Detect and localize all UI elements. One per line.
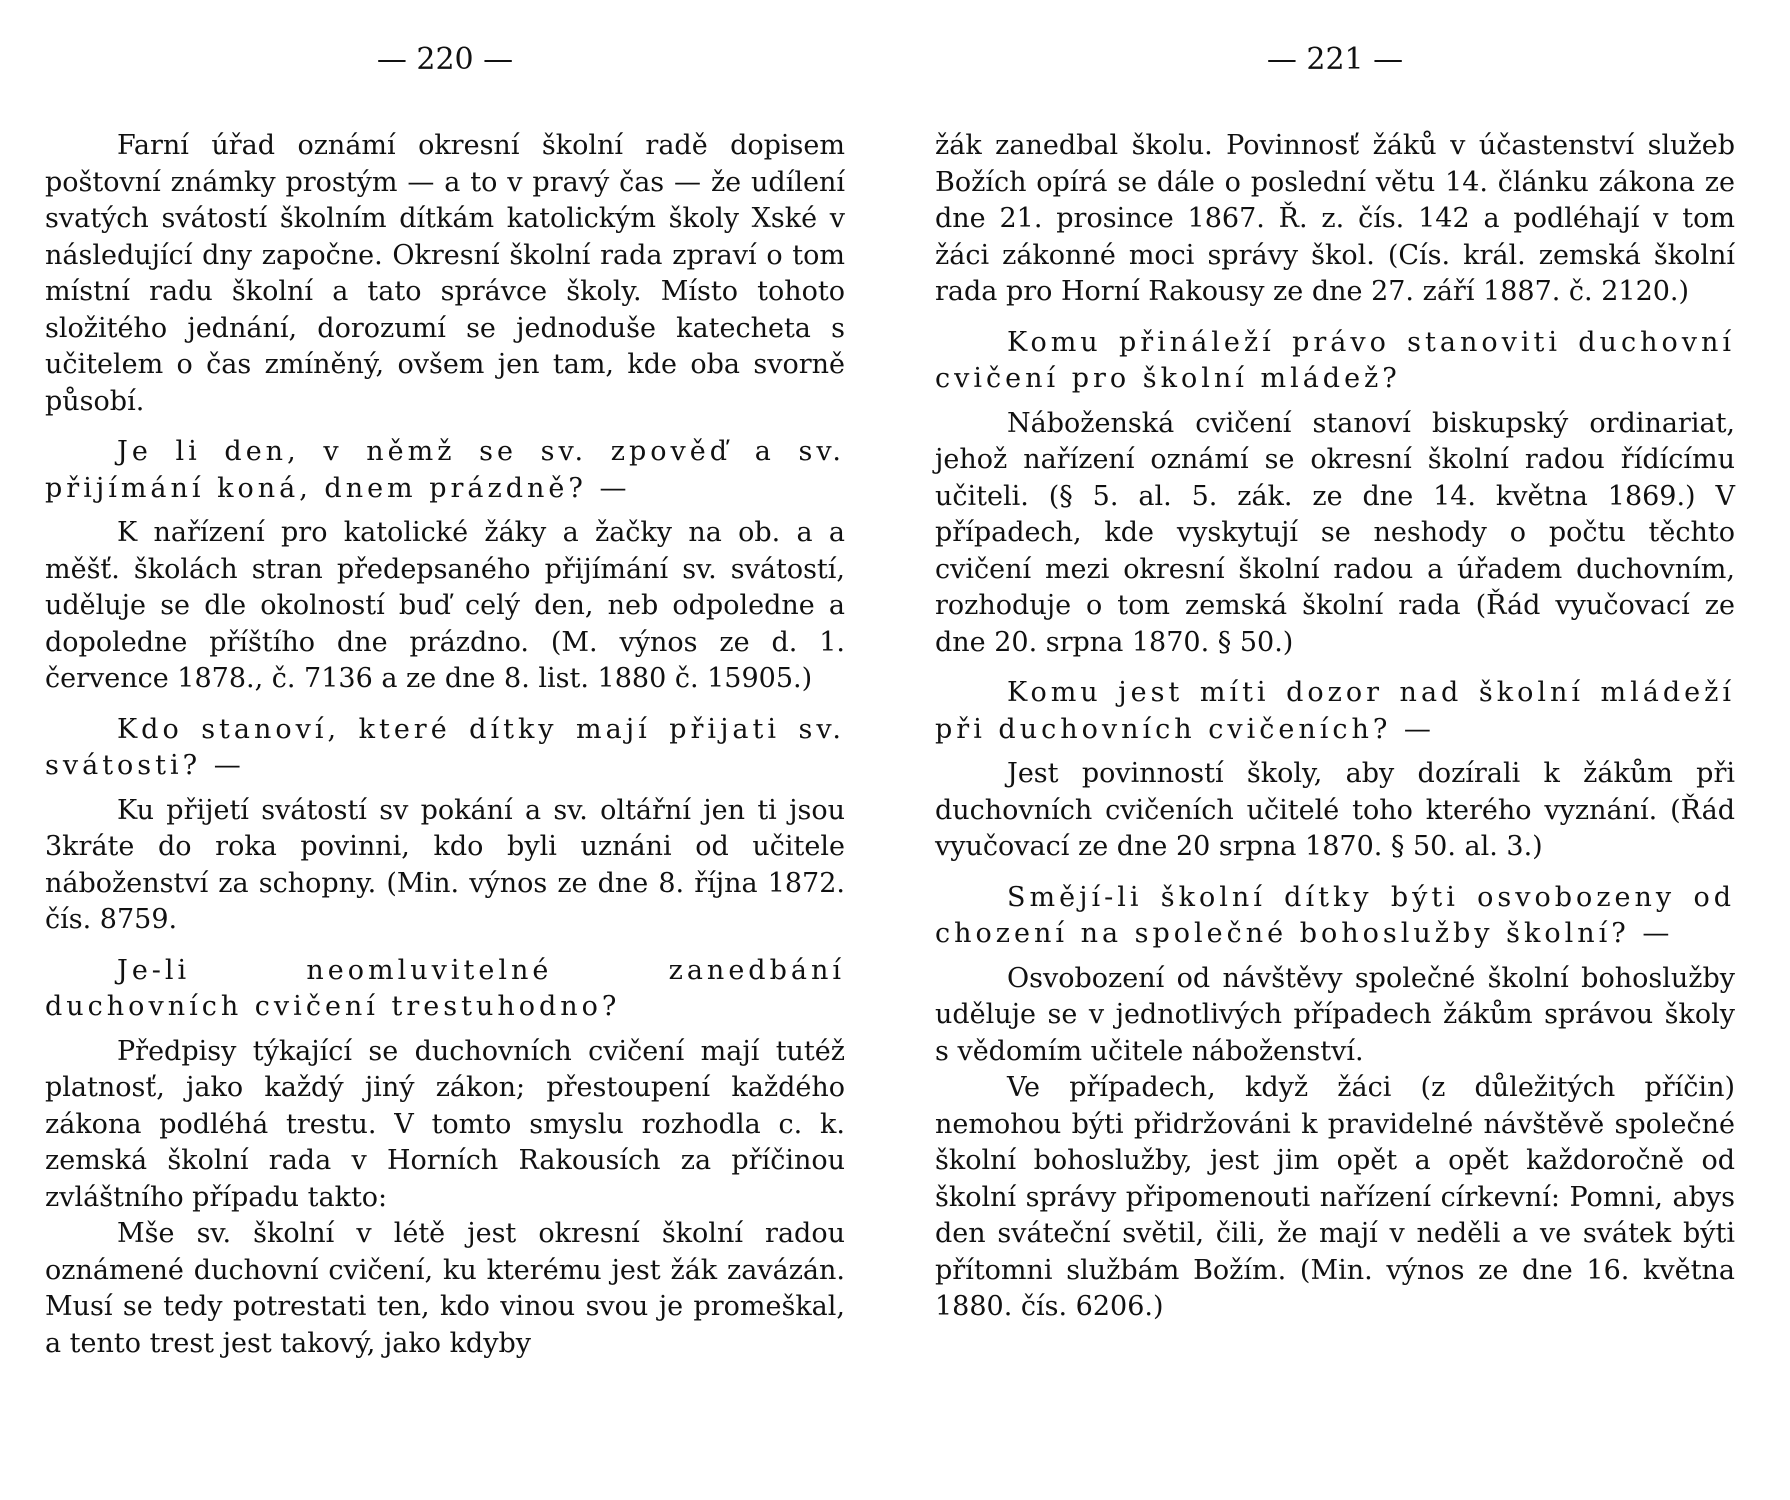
right-page-text (935, 128, 1735, 1326)
paragraph: K nařízení pro katolické žáky a žačky na ob. a a měšť. školách stran předepsaného přijímání sv. svátostí, uděluje se dle okolností buď celý den, neb odpoledne a dopoledne příštího dne prázdno. (M. výnos ze d. 1. července 1878., č. 7136 a ze dne 8. list. 1880 č. 15905.) (45, 517, 845, 694)
paragraph: žák zanedbal školu. Povinnosť žáků v účastenství služeb Božích opírá se dále o poslední větu 14. článku zákona ze dne 21. prosince 1867. Ř. z. čís. 142 a podléhají v tom žáci zákonné moci správy škol. (Cís. král. zemská školní rada pro Horní Rakousy ze dne 27. září 1887. č. 2120.) (935, 130, 1735, 307)
paragraph: Farní úřad oznámí okresní školní radě dopisem poštovní známky prostým — a to v pravý čas — že udílení svatých svátostí školním dítkám katolickým školy Xské v následující dny započne. Okresní školní rada zpraví o tom místní radu školní a tato správce školy. Místo tohoto složitého jednání, dorozumí se jednoduše katecheta s učitelem o čas zmíněný, ovšem jen tam, kde oba svorně působí. (45, 130, 845, 417)
paragraph: Osvobození od návštěvy společné školní bohoslužby uděluje se v jednotlivých případech žákům správou školy s vědomím učitele náboženství. (935, 962, 1735, 1067)
left-page (45, 0, 845, 1500)
paragraph: Jest povinností školy, aby dozírali k žákům při duchovních cvičeních učitelé toho kterého vyznání. (Řád vyučovací ze dne 20 srpna 1870. § 50. al. 3.) (935, 758, 1735, 862)
question-heading: Smějí-li školní dítky býti osvobozeny od chození na společné bohoslužby školní? — (935, 881, 1735, 949)
paragraph: Mše sv. školní v létě jest okresní školní radou oznámené duchovní cvičení, ku kterému jest žák zavázán. Musí se tedy potrestati ten, kdo vinou svou je promeškal, a tento trest jest takový, jako kdyby (45, 1218, 845, 1359)
paragraph: Předpisy týkající se duchovních cvičení mají tutéž platnosť, jako každý jiný zákon; přestoupení každého zákona podléhá trestu. V tomto smyslu rozhodla c. k. zemská školní rada v Horních Rakousích za příčinou zvláštního případu takto: (45, 1035, 845, 1213)
page-number: — 221 — (1266, 42, 1404, 77)
paragraph: Náboženská cvičení stanoví biskupský ordinariat, jehož nařízení oznámí se okresní školní radou řídícímu učiteli. (§ 5. al. 5. zák. ze dne 14. května 1869.) V případech, kde vyskytují se neshody o počtu těchto cvičení mezi okresní školní radou a úřadem duchovním, rozhoduje o tom zemská školní rada (Řád vyučovací ze dne 20. srpna 1870. § 50.) (935, 407, 1735, 658)
question-heading: Komu jest míti dozor nad školní mládeží při duchovních cvičeních? — (935, 677, 1735, 745)
question-heading: Komu přináleží právo stanoviti duchovní cvičení pro školní mládež? (935, 326, 1735, 394)
question-heading: Je-li neomluvitelné zanedbání duchovních cvičení trestuhodno? (45, 954, 845, 1022)
question-heading: Je li den, v němž se sv. zpověď a sv. přijímání koná, dnem prázdně? — (45, 436, 845, 504)
left-page-text (45, 128, 845, 1362)
paragraph: Ku přijetí svátostí sv pokání a sv. oltářní jen ti jsou 3kráte do roka povinni, kdo byli uznáni od učitele náboženství za schopny. (Min. výnos ze dne 8. října 1872. čís. 8759. (45, 794, 845, 935)
page-number: — 220 — (376, 42, 514, 77)
question-heading: Kdo stanoví, které dítky mají přijati sv. svátosti? — (45, 713, 845, 781)
paragraph: Ve případech, když žáci (z důležitých příčin) nemohou býti přidržováni k pravidelné návštěvě společné školní bohoslužby, jest jim opět a opět každoročně od školní správy připomenouti nařízení církevní: Pomni, abys den sváteční světil, čili, že mají v neděli a ve svátek býti přítomni službám Božím. (Min. výnos ze dne 16. května 1880. čís. 6206.) (935, 1072, 1735, 1322)
right-page (935, 0, 1735, 1500)
